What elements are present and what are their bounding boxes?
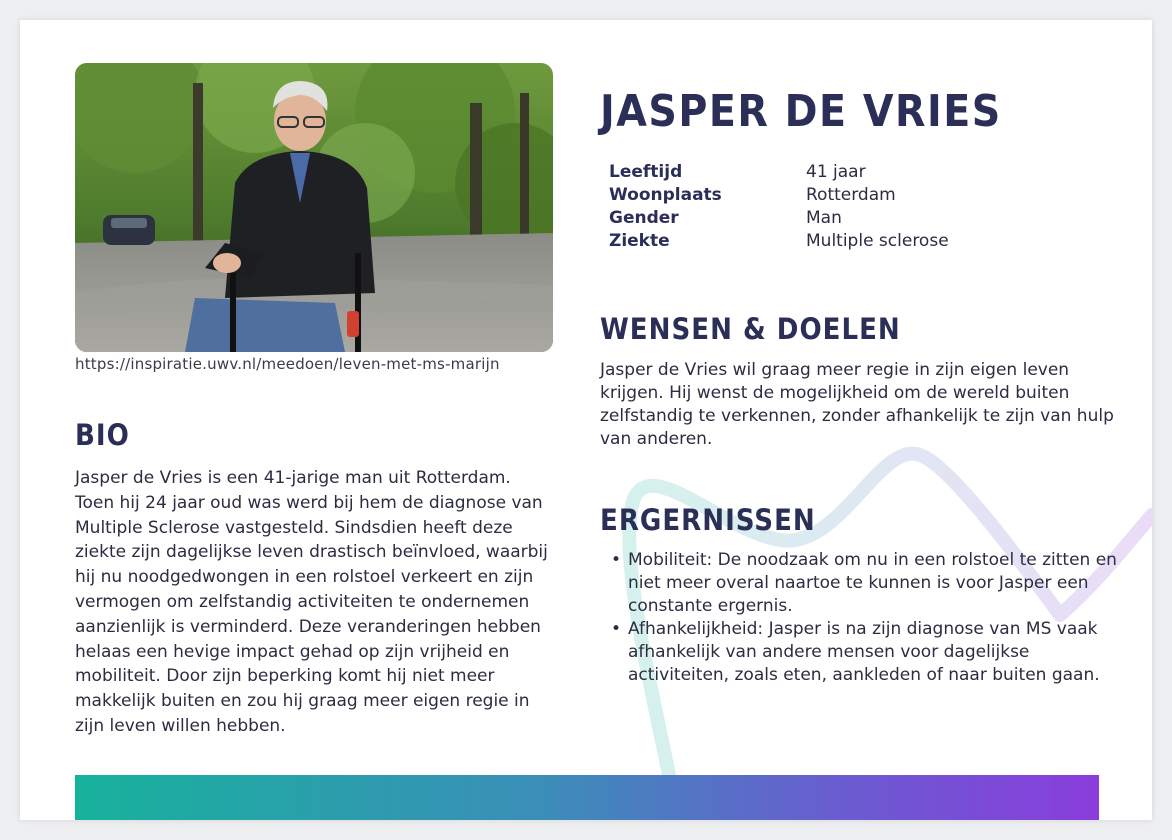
fact-value: Rotterdam (806, 185, 896, 205)
wishes-heading: WENSEN & DOELEN (600, 312, 901, 346)
list-item (600, 618, 1120, 687)
fact-value: Multiple sclerose (806, 231, 949, 251)
bio-text: Jasper de Vries is een 41-jarige man uit Rotterdam. Toen hij 24 jaar oud was werd bij hem de diagnose van Multiple Sclerose vastgesteld. Sindsdien heeft deze ziekte zijn dagelijkse leven drastisch beïnvloed, waarbij hij nu noodgedwongen in een rolstoel verkeert en zijn vermogen om zelfstandig activiteiten te ondernemen aanzienlijk is verminderd. Deze veranderingen hebben helaas een hevige impact gehad op zijn vrijheid en mobiliteit. Door zijn beperking komt hij niet meer makkelijk buiten en zou hij graag meer eigen regie in zijn leven willen hebben. (75, 468, 548, 736)
frustrations-heading: ERGERNISSEN (600, 503, 816, 537)
fact-label: Woonplaats (609, 185, 722, 205)
facts-table (609, 161, 949, 253)
frustrations-list (600, 549, 1120, 687)
fact-row-disease (609, 230, 949, 253)
fact-row-residence (609, 184, 949, 207)
photo-caption: https://inspiratie.uwv.nl/meedoen/leven-met-ms-marijn (75, 355, 500, 373)
wishes-text: Jasper de Vries wil graag meer regie in zijn eigen leven krijgen. Hij wenst de mogelijkheid om de wereld buiten zelfstandig te verkennen, zonder afhankelijk te zijn van hulp van anderen. (600, 360, 1114, 449)
persona-card (20, 20, 1152, 820)
persona-photo-image (75, 63, 553, 352)
bullet-icon: • (611, 550, 622, 570)
fact-label: Leeftijd (609, 162, 683, 182)
fact-value: Man (806, 208, 842, 228)
fact-row-gender (609, 207, 949, 230)
fact-label: Gender (609, 208, 679, 228)
list-item (600, 549, 1120, 618)
bullet-icon: • (611, 619, 622, 639)
fact-label: Ziekte (609, 231, 670, 251)
fact-value: 41 jaar (806, 162, 866, 182)
fact-row-age (609, 161, 949, 184)
bio-heading: BIO (75, 418, 130, 452)
persona-name: JASPER DE VRIES (600, 86, 1002, 137)
frustration-text: Mobiliteit: De noodzaak om nu in een rolstoel te zitten en niet meer overal naartoe te kunnen is voor Jasper een constante ergernis. (628, 550, 1117, 616)
persona-photo (75, 63, 553, 352)
gradient-footer-bar (75, 775, 1099, 820)
frustration-text: Afhankelijkheid: Jasper is na zijn diagnose van MS vaak afhankelijk van andere mensen voor dagelijkse activiteiten, zoals eten, aankleden of naar buiten gaan. (628, 619, 1100, 685)
